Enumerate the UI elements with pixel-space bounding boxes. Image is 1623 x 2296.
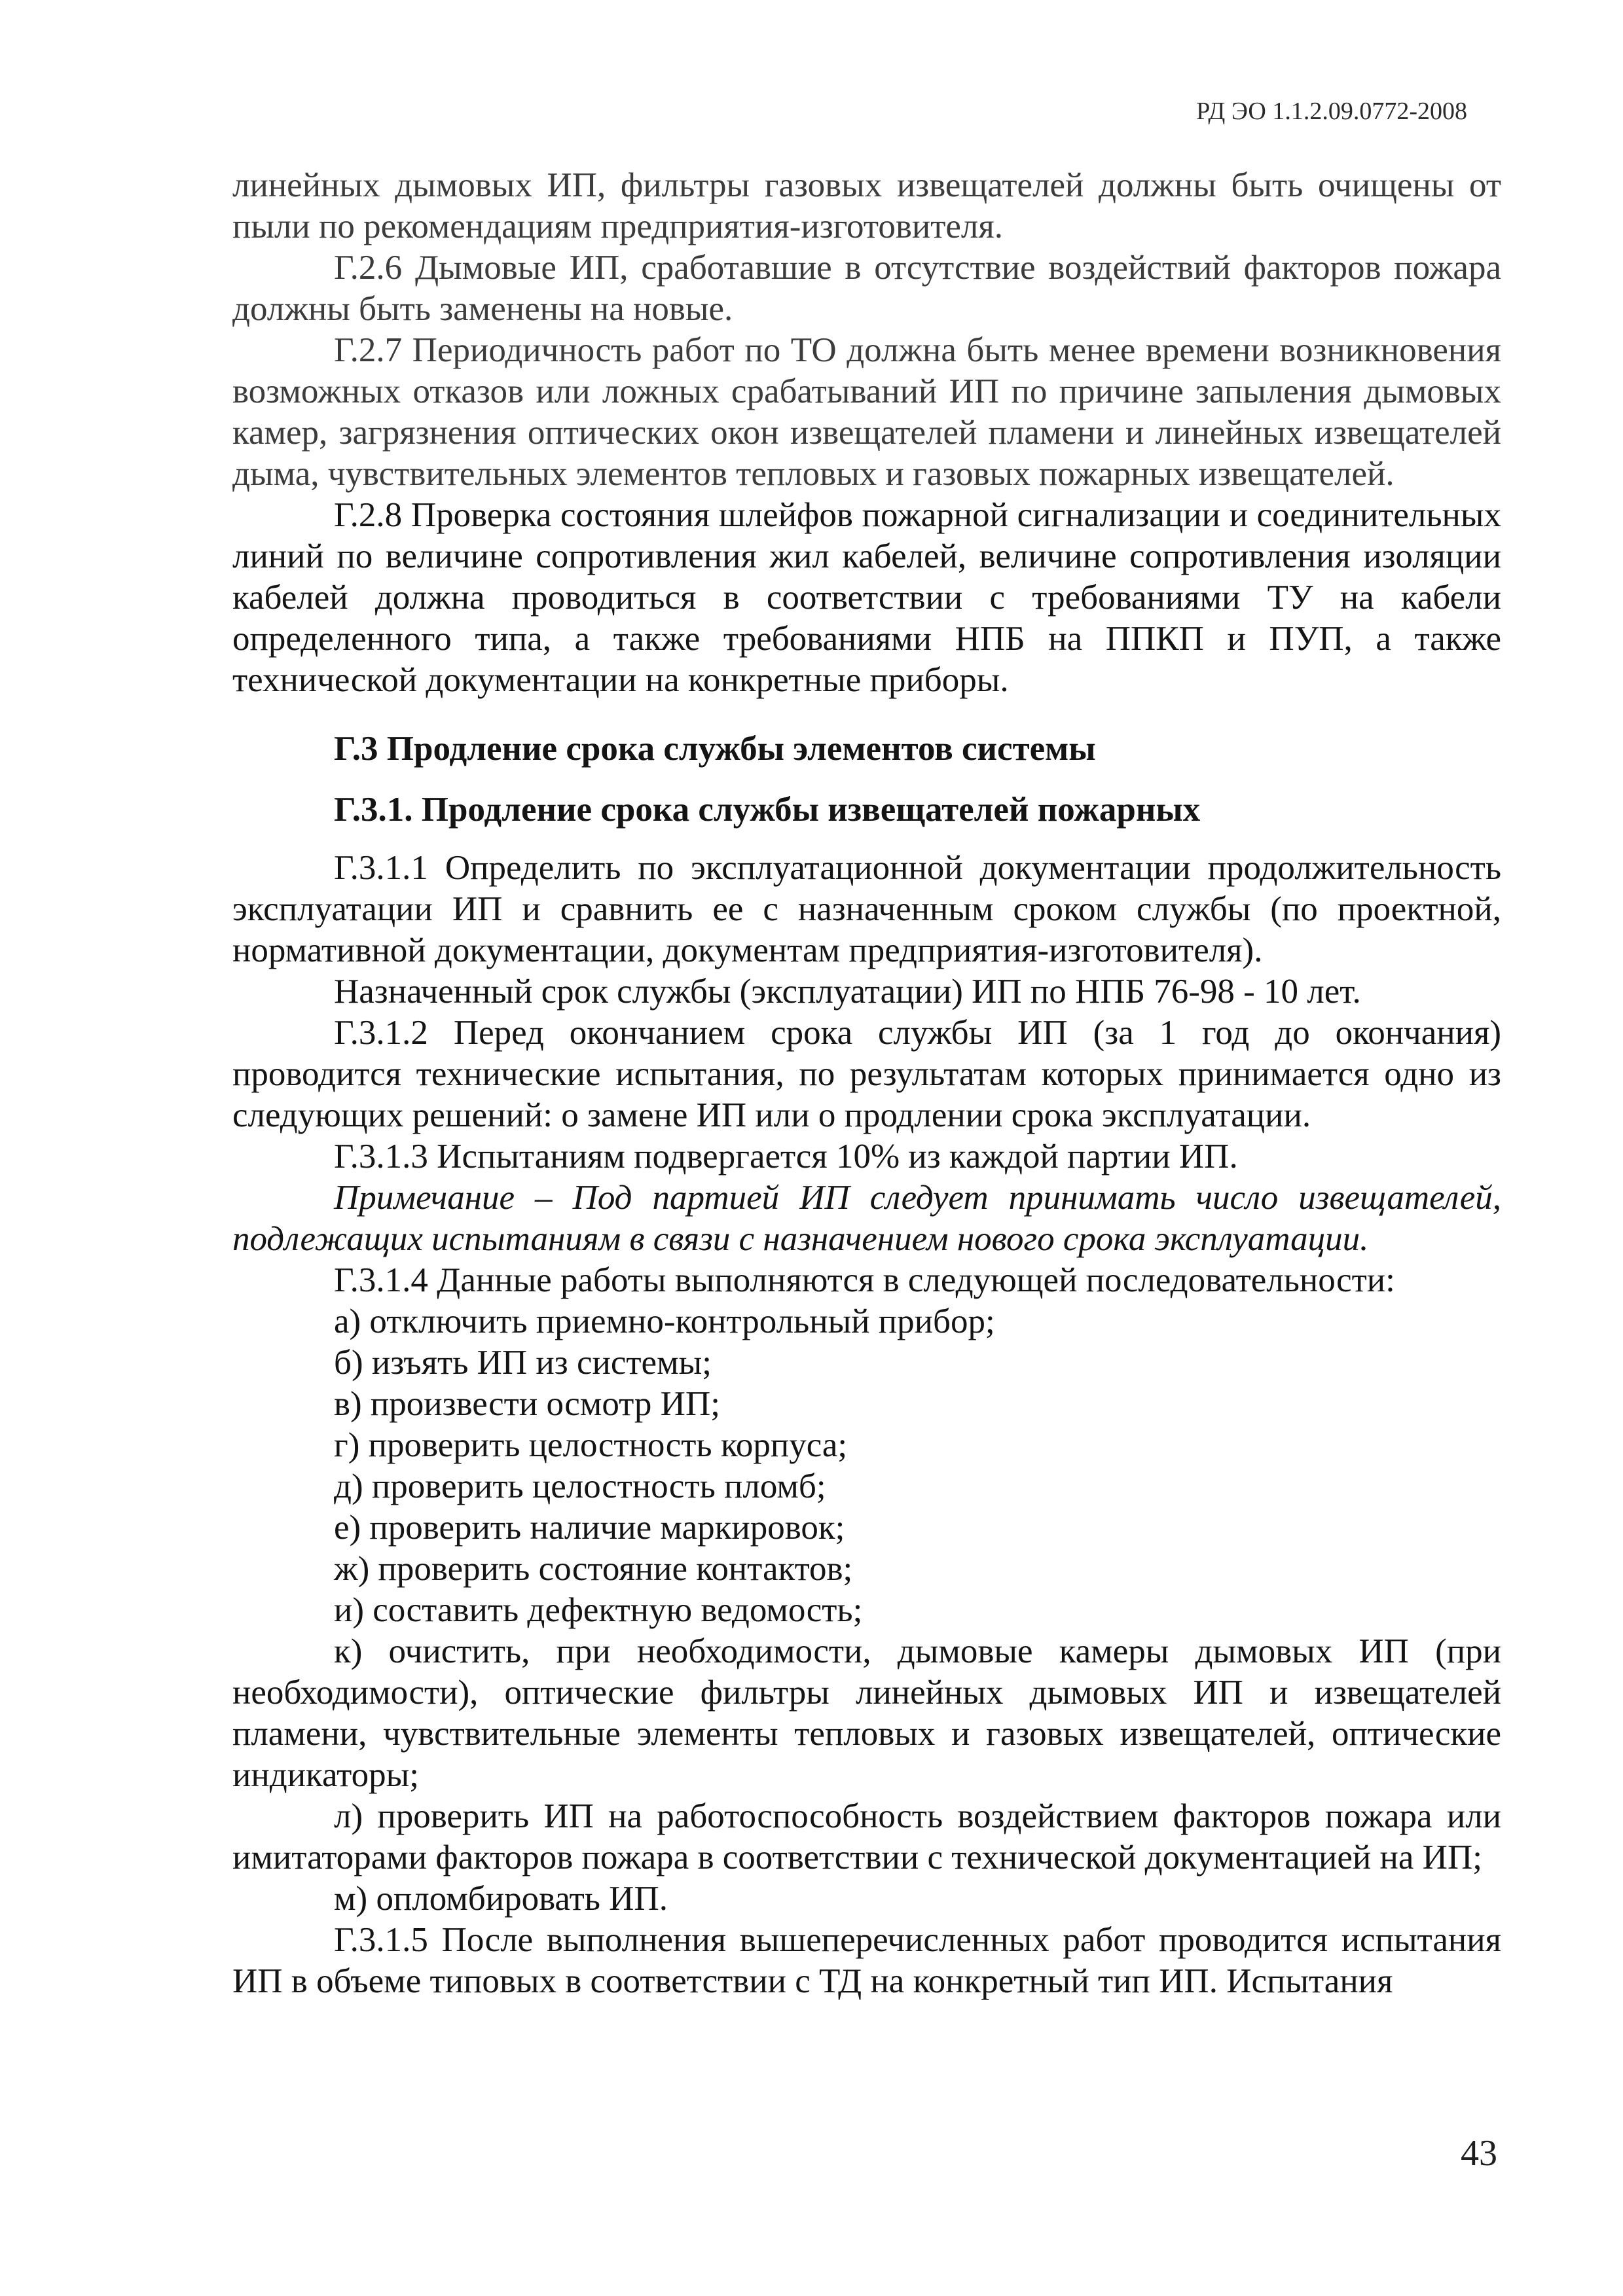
- paragraph-service-life: Назначенный срок службы (эксплуатации) ИП по НПБ 76-98 - 10 лет.: [334, 973, 1361, 1011]
- list-item-b: б) изъять ИП из системы;: [334, 1344, 712, 1382]
- paragraph-g-3-1-1: Г.3.1.1 Определить по эксплуатационной документации продолжительность эксплуатации ИП и сравнить ее с назначенным сроком службы (по проектной, нормативной документации, документам предприятия-изготовителя).: [232, 849, 1501, 969]
- paragraph-g-2-8: Г.2.8 Проверка состояния шлейфов пожарной сигнализации и соединительных линий по величине сопротивления жил кабелей, величине сопротивления изоляции кабелей должна проводиться в соответствии с требованиями ТУ на кабели определенного типа, а также требованиями НПБ на ППКП и ПУП, а также технической документации на конкретные приборы.: [232, 496, 1501, 699]
- paragraph-g-3-1-3: Г.3.1.3 Испытаниям подвергается 10% из каждой партии ИП.: [334, 1138, 1238, 1175]
- paragraph-g-2-6: Г.2.6 Дымовые ИП, сработавшие в отсутствие воздействий факторов пожара должны быть заменены на новые.: [232, 249, 1501, 328]
- paragraph-g-3-1-5: Г.3.1.5 После выполнения вышеперечисленных работ проводится испытания ИП в объеме типовых в соответствии с ТД на конкретный тип ИП. Испытания: [232, 1921, 1501, 2000]
- list-item-e: е) проверить наличие маркировок;: [334, 1509, 845, 1547]
- paragraph-continuation: линейных дымовых ИП, фильтры газовых извещателей должны быть очищены от пыли по рекомендациям предприятия-изготовителя.: [232, 166, 1501, 245]
- list-item-k: к) очистить, при необходимости, дымовые камеры дымовых ИП (при необходимости), оптические фильтры линейных дымовых ИП и извещателей пламени, чувствительные элементы тепловых и газовых извещателей, оптические индикаторы;: [232, 1632, 1501, 1794]
- heading-g-3: Г.3 Продление срока службы элементов системы: [334, 730, 1096, 768]
- page-number: 43: [1461, 2133, 1497, 2174]
- list-item-m: м) опломбировать ИП.: [334, 1880, 668, 1918]
- list-item-zh: ж) проверить состояние контактов;: [334, 1550, 853, 1588]
- list-item-d: д) проверить целостность пломб;: [334, 1467, 826, 1505]
- list-item-l: л) проверить ИП на работоспособность воздействием факторов пожара или имитаторами факторов пожара в соответствии с технической документацией на ИП;: [232, 1797, 1501, 1876]
- list-item-g: г) проверить целостность корпуса;: [334, 1426, 848, 1464]
- list-item-i: и) составить дефектную ведомость;: [334, 1591, 863, 1629]
- note-paragraph: Примечание – Под партией ИП следует принимать число извещателей, подлежащих испытаниям в связи с назначением нового срока эксплуатации.: [232, 1179, 1501, 1258]
- list-item-a: а) отключить приемно-контрольный прибор;: [334, 1302, 995, 1340]
- document-code-header: РД ЭО 1.1.2.09.0772-2008: [1196, 98, 1467, 125]
- heading-g-3-1: Г.3.1. Продление срока службы извещателей пожарных: [334, 791, 1201, 829]
- list-item-v: в) произвести осмотр ИП;: [334, 1385, 720, 1423]
- paragraph-g-2-7: Г.2.7 Периодичность работ по ТО должна быть менее времени возникновения возможных отказов или ложных срабатываний ИП по причине запыления дымовых камер, загрязнения оптических окон извещателей пламени и линейных извещателей дыма, чувствительных элементов тепловых и газовых пожарных извещателей.: [232, 331, 1501, 493]
- document-body: [232, 165, 1501, 2002]
- paragraph-g-3-1-4: Г.3.1.4 Данные работы выполняются в следующей последовательности:: [334, 1261, 1395, 1299]
- paragraph-g-3-1-2: Г.3.1.2 Перед окончанием срока службы ИП (за 1 год до окончания) проводится технические испытания, по результатам которых принимается одно из следующих решений: о замене ИП или о продлении срока эксплуатации.: [232, 1014, 1501, 1134]
